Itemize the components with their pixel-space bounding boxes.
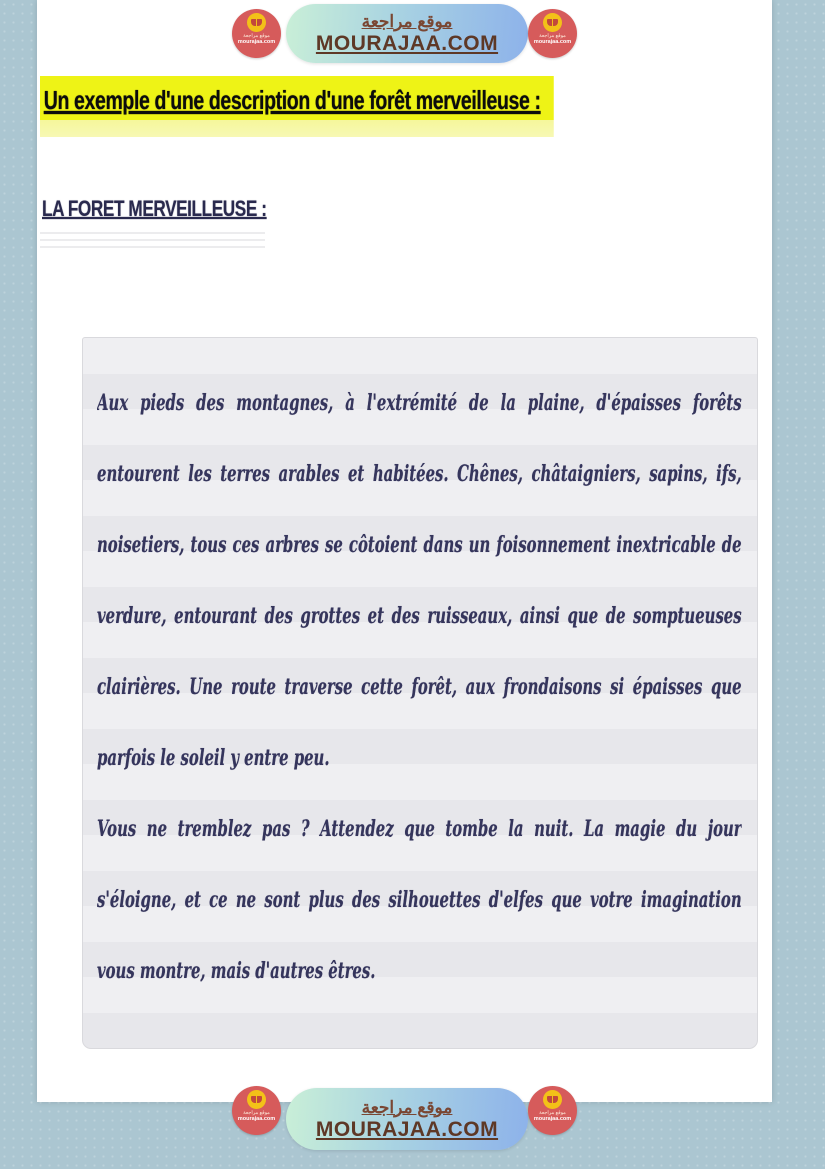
body-line: Aux pieds des montagnes, à l'extrémité de la plaine, d'épaisses forêts xyxy=(97,390,742,416)
body-line: s'éloigne, et ce ne sont plus des silhouettes d'elfes que votre imagination xyxy=(97,887,742,913)
section-subtitle: LA FORET MERVEILLEUSE : xyxy=(42,196,267,221)
logo-arabic-text: موقع مراجعة xyxy=(243,1110,270,1116)
body-line: Vous ne tremblez pas ? Attendez que tombe la nuit. La magie du jour xyxy=(97,816,742,842)
body-line: verdure, entourant des grottes et des ruisseaux, ainsi que de somptueuses xyxy=(97,603,742,629)
body-line: vous montre, mais d'autres êtres. xyxy=(97,958,376,984)
logo-arabic-text: موقع مراجعة xyxy=(539,1110,566,1116)
site-logo xyxy=(528,1086,577,1135)
banner-site-link[interactable]: MOURAJAA.COM xyxy=(315,1117,499,1141)
logo-site-text: mourajaa.com xyxy=(237,39,276,45)
body-line: entourent les terres arables et habitées. Chênes, châtaigniers, sapins, ifs, xyxy=(97,461,742,487)
page-title: Un exemple d'une description d'une forêt merveilleuse : xyxy=(40,76,554,137)
open-book-icon xyxy=(247,13,266,32)
body-line: noisetiers, tous ces arbres se côtoient dans un foisonnement inextricable de xyxy=(97,532,742,558)
open-book-icon xyxy=(543,1090,562,1109)
banner-site-link[interactable]: MOURAJAA.COM xyxy=(315,32,499,55)
body-line: clairières. Une route traverse cette forêt, aux frondaisons si épaisses que xyxy=(97,674,742,700)
banner-arabic-link[interactable]: موقع مراجعة xyxy=(361,12,453,31)
open-book-icon xyxy=(247,1090,266,1109)
site-logo xyxy=(232,1086,281,1135)
site-logo xyxy=(232,9,281,58)
logo-site-text: mourajaa.com xyxy=(533,39,572,45)
heading-highlight xyxy=(40,76,554,137)
banner-pill xyxy=(286,4,528,63)
scan-artifact xyxy=(40,232,265,250)
banner-pill xyxy=(286,1088,528,1150)
open-book-icon xyxy=(543,13,562,32)
logo-arabic-text: موقع مراجعة xyxy=(243,33,270,39)
scanned-text-block xyxy=(82,337,758,1049)
site-logo xyxy=(528,9,577,58)
logo-arabic-text: موقع مراجعة xyxy=(539,33,566,39)
logo-site-text: mourajaa.com xyxy=(237,1116,276,1122)
banner-arabic-link[interactable]: موقع مراجعة xyxy=(361,1097,453,1117)
logo-site-text: mourajaa.com xyxy=(533,1116,572,1122)
body-line: parfois le soleil y entre peu. xyxy=(97,745,330,771)
